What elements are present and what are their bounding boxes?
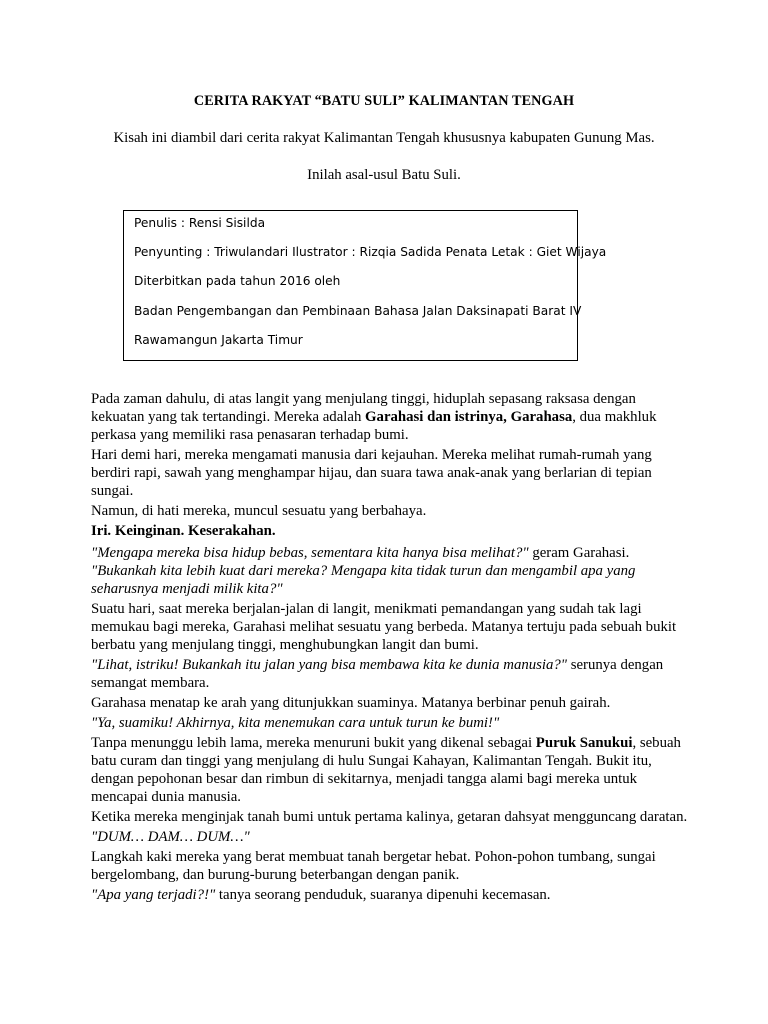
text-run: , dua makhluk perkasa yang memiliki rasa penasaran terhadap bumi. <box>91 409 657 443</box>
italic-quote: "DUM… DAM… DUM…" <box>91 829 250 845</box>
bold-text: Iri. Keinginan. Keserakahan. <box>91 523 276 539</box>
text-run: serunya dengan semangat membara. <box>91 657 664 691</box>
text-run: Pada zaman dahulu, di atas langit yang menjulang tinggi, hiduplah sepasang raksasa dengan kekuatan yang tak tertandingi. Mereka adalah <box>91 391 636 425</box>
document-title: CERITA RAKYAT “BATU SULI” KALIMANTAN TENGAH <box>193 93 575 109</box>
credit-publisher: Badan Pengembangan dan Pembinaan Bahasa Jalan Daksinapati Barat IV <box>134 304 582 318</box>
paragraph <box>91 828 691 846</box>
paragraph <box>91 390 691 444</box>
paragraph <box>91 714 691 732</box>
paragraph: Garahasa menatap ke arah yang ditunjukkan suaminya. Matanya berbinar penuh gairah. <box>91 695 611 711</box>
paragraph: Langkah kaki mereka yang berat membuat tanah bergetar hebat. Pohon-pohon tumbang, sungai bergelombang, dan burung-burung beterbangan dengan panik. <box>91 849 656 883</box>
paragraph: Hari demi hari, mereka mengamati manusia dari kejauhan. Mereka melihat rumah-rumah yang berdiri rapi, sawah yang menghampar hijau, dan suara tawa anak-anak yang berlarian di tepian sungai. <box>91 447 652 499</box>
credit-editors: Penyunting : Triwulandari Ilustrator : Rizqia Sadida Penata Letak : Giet Wijaya <box>134 245 607 259</box>
paragraph <box>91 656 691 692</box>
text-run: geram Garahasi. <box>528 545 630 561</box>
bold-text: Garahasi dan istrinya, Garahasa <box>365 409 573 425</box>
paragraph: Suatu hari, saat mereka berjalan-jalan di langit, menikmati pemandangan yang sudah tak lagi memukau bagi mereka, Garahasi melihat sesuatu yang berbeda. Matanya tertuju pada sebuah bukit berbatu yang menjulang tinggi, menghubungkan langit dan bumi. <box>91 601 677 653</box>
credit-location: Rawamangun Jakarta Timur <box>134 333 303 347</box>
italic-quote: "Mengapa mereka bisa hidup bebas, sementara kita hanya bisa melihat?" <box>91 545 529 561</box>
paragraph <box>91 522 691 540</box>
bold-text: Puruk Sanukui <box>535 735 633 751</box>
paragraph: Namun, di hati mereka, muncul sesuatu yang berbahaya. <box>91 503 427 519</box>
italic-quote: "Ya, suamiku! Akhirnya, kita menemukan cara untuk turun ke bumi!" <box>91 715 500 731</box>
text-run: , sebuah batu curam dan tinggi yang menjulang di hulu Sungai Kahayan, Kalimantan Tengah. Bukit itu, dengan pepohonan besar dan rimbun di sekitarnya, menjadi tangga alami bagi mereka untuk mencapai dunia manusia. <box>91 735 681 805</box>
text-run: tanya seorang penduduk, suaranya dipenuhi kecemasan. <box>215 887 551 903</box>
paragraph: Ketika mereka menginjak tanah bumi untuk pertama kalinya, getaran dahsyat mengguncang daratan. <box>91 809 688 825</box>
italic-quote: "Apa yang terjadi?!" <box>91 887 216 903</box>
paragraph <box>91 734 691 806</box>
italic-quote: "Bukankah kita lebih kuat dari mereka? Mengapa kita tidak turun dan mengambil apa yang seharusnya menjadi milik kita?" <box>91 563 636 597</box>
paragraph <box>91 544 691 598</box>
credit-published: Diterbitkan pada tahun 2016 oleh <box>134 274 341 288</box>
credits-box <box>123 210 607 361</box>
paragraph <box>91 886 691 904</box>
credit-author: Penulis : Rensi Sisilda <box>134 216 266 230</box>
italic-quote: "Lihat, istriku! Bukankah itu jalan yang bisa membawa kita ke dunia manusia?" <box>91 657 568 673</box>
intro-line-2: Inilah asal-usul Batu Suli. <box>307 167 461 183</box>
story-body <box>91 390 691 906</box>
text-run: Tanpa menunggu lebih lama, mereka menuruni bukit yang dikenal sebagai <box>91 735 536 751</box>
intro-line: Kisah ini diambil dari cerita rakyat Kalimantan Tengah khususnya kabupaten Gunung Mas. <box>113 130 655 146</box>
